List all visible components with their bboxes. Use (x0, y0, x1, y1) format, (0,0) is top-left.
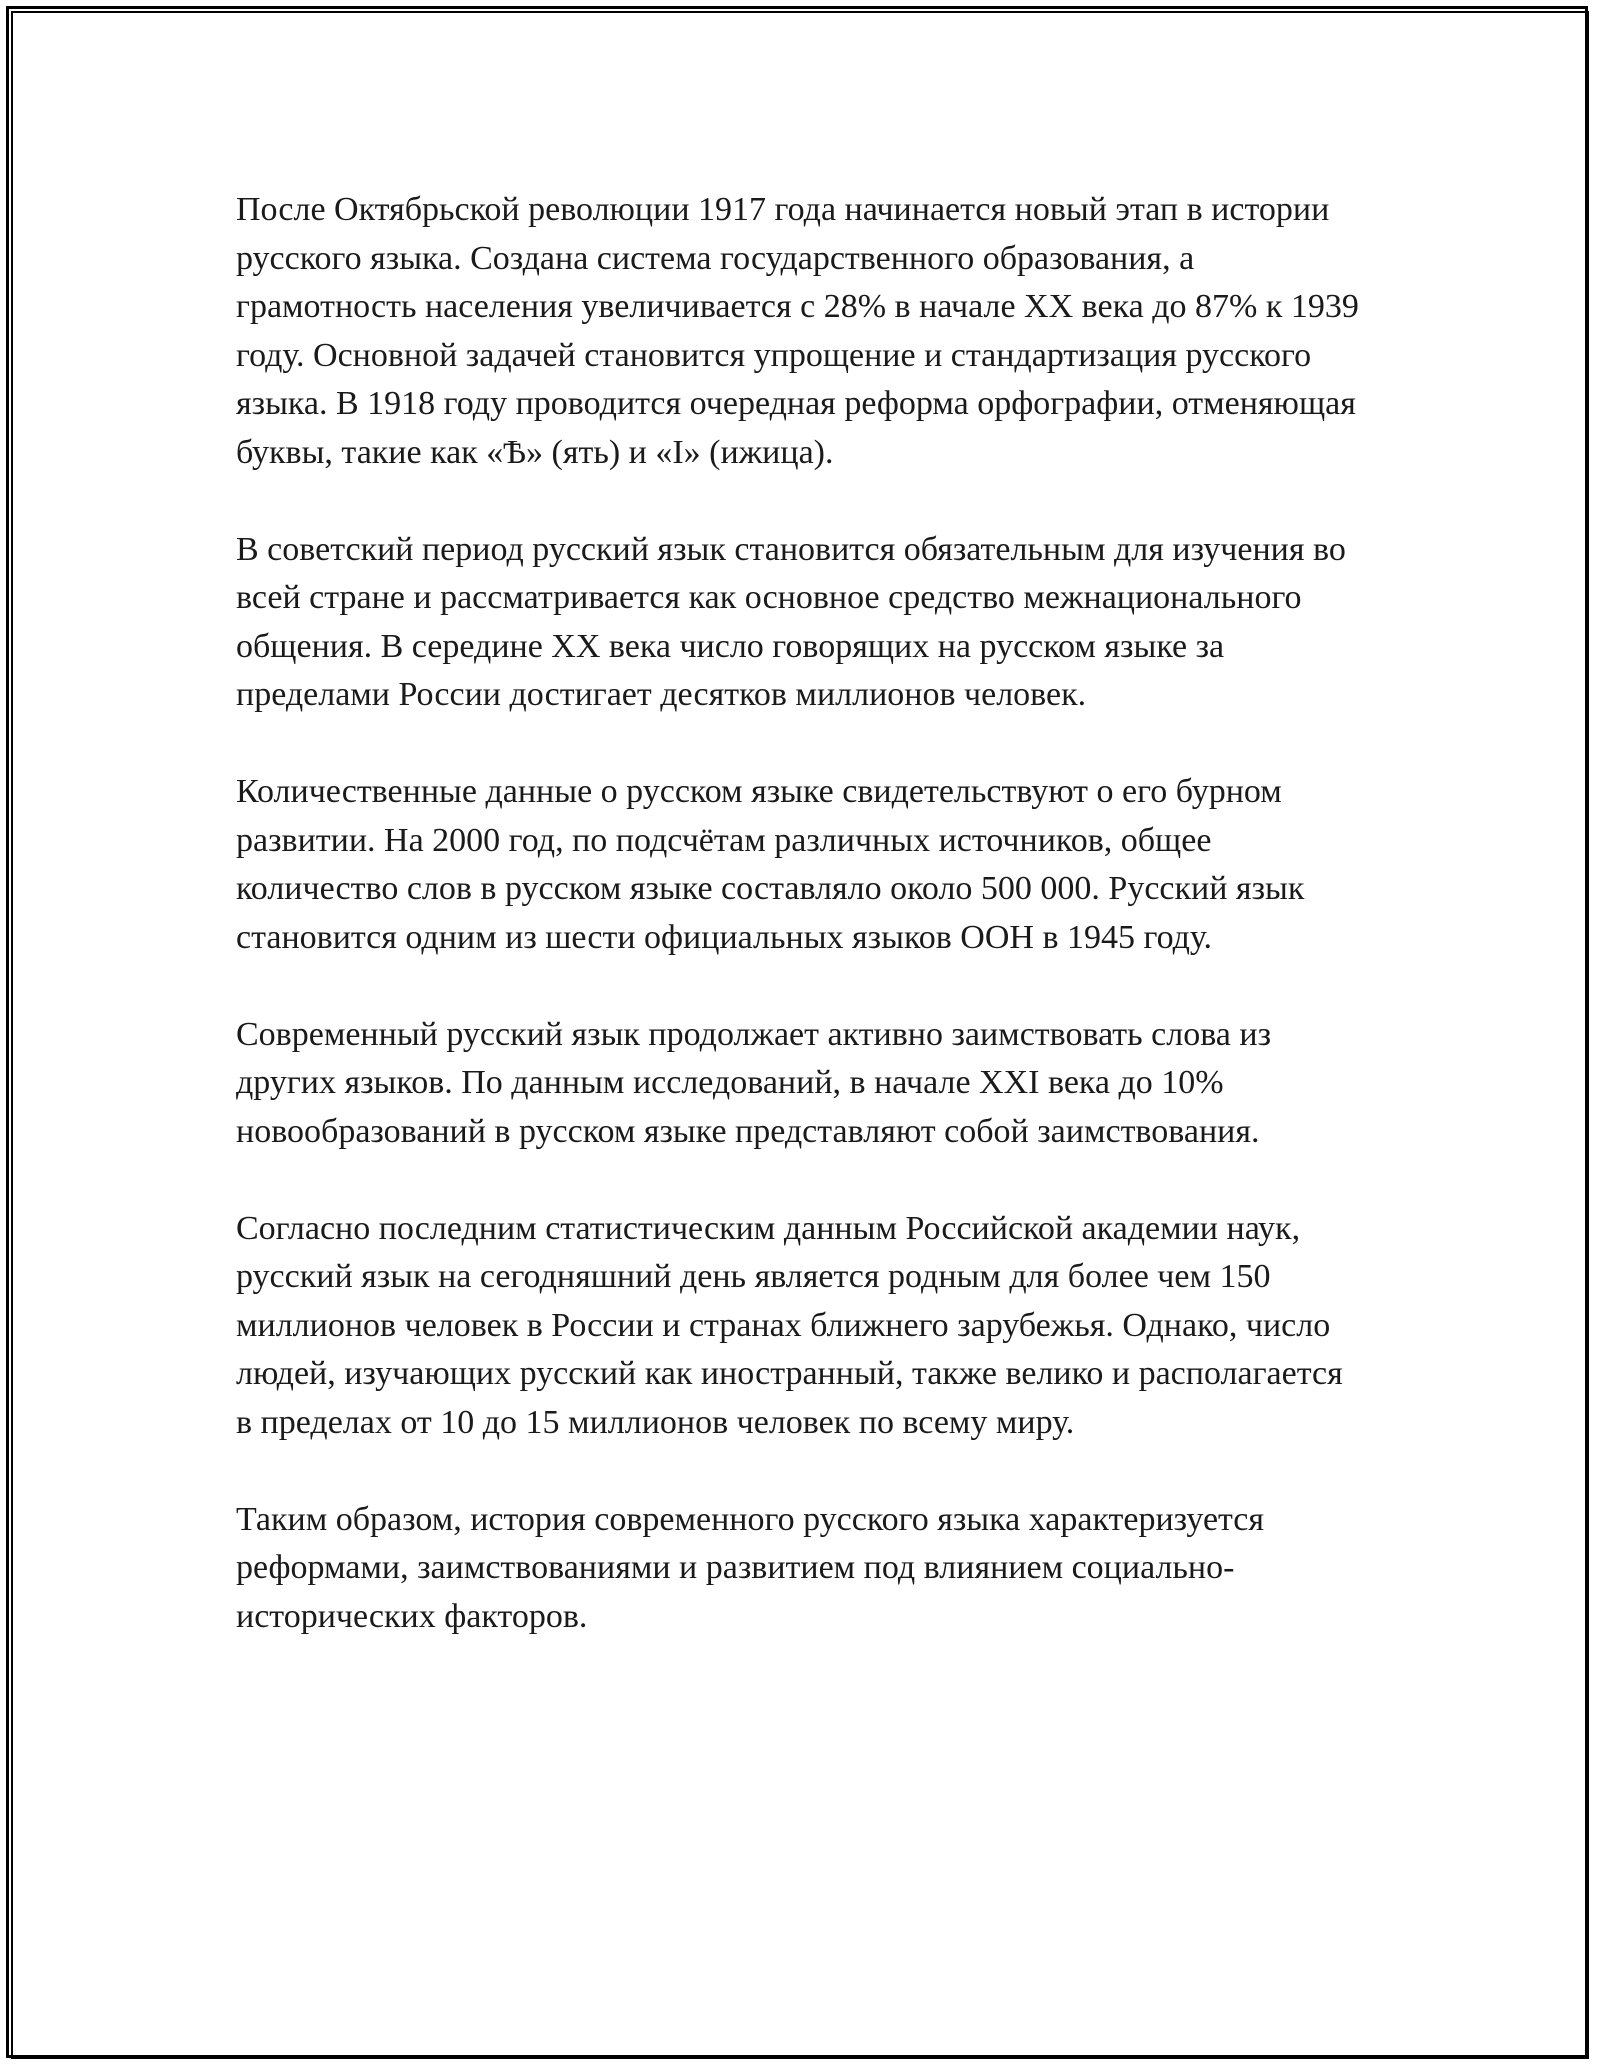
paragraph: После Октябрьской революции 1917 года начинается новый этап в истории русского языка. Создана система государственного образования, а грамотность населения увеличивается с 28% в начале XX века до 87% к 1939 году. Основной задачей становится упрощение и стандартизация русского языка. В 1918 году проводится очередная реформа орфографии, отменяющая буквы, такие как «Ѣ» (ять) и «I» (ижица). (236, 191, 1359, 471)
document-body (236, 186, 1366, 1690)
paragraph: В советский период русский язык становится обязательным для изучения во всей стране и рассматривается как основное средство межнационального общения. В середине XX века число говорящих на русском языке за пределами России достигает десятков миллионов человек. (236, 530, 1346, 713)
paragraph: Количественные данные о русском языке свидетельствуют о его бурном развитии. На 2000 год, по подсчётам различных источников, общее количество слов в русском языке составляло около 500 000. Русский язык становится одним из шести официальных языков ООН в 1945 году. (236, 773, 1305, 956)
paragraph: Согласно последним статистическим данным Российской академии наук, русский язык на сегодняшний день является родным для более чем 150 миллионов человек в России и странах ближнего зарубежья. Однако, число людей, изучающих русский как иностранный, также велико и располагается в пределах от 10 до 15 миллионов человек по всему миру. (236, 1209, 1343, 1441)
paragraph: Современный русский язык продолжает активно заимствовать слова из других языков. По данным исследований, в начале XXI века до 10% новообразований в русском языке представляют собой заимствования. (236, 1015, 1272, 1150)
paragraph: Таким образом, история современного русского языка характеризуется реформами, заимствованиями и развитием под влиянием социально-исторических факторов. (236, 1500, 1265, 1635)
